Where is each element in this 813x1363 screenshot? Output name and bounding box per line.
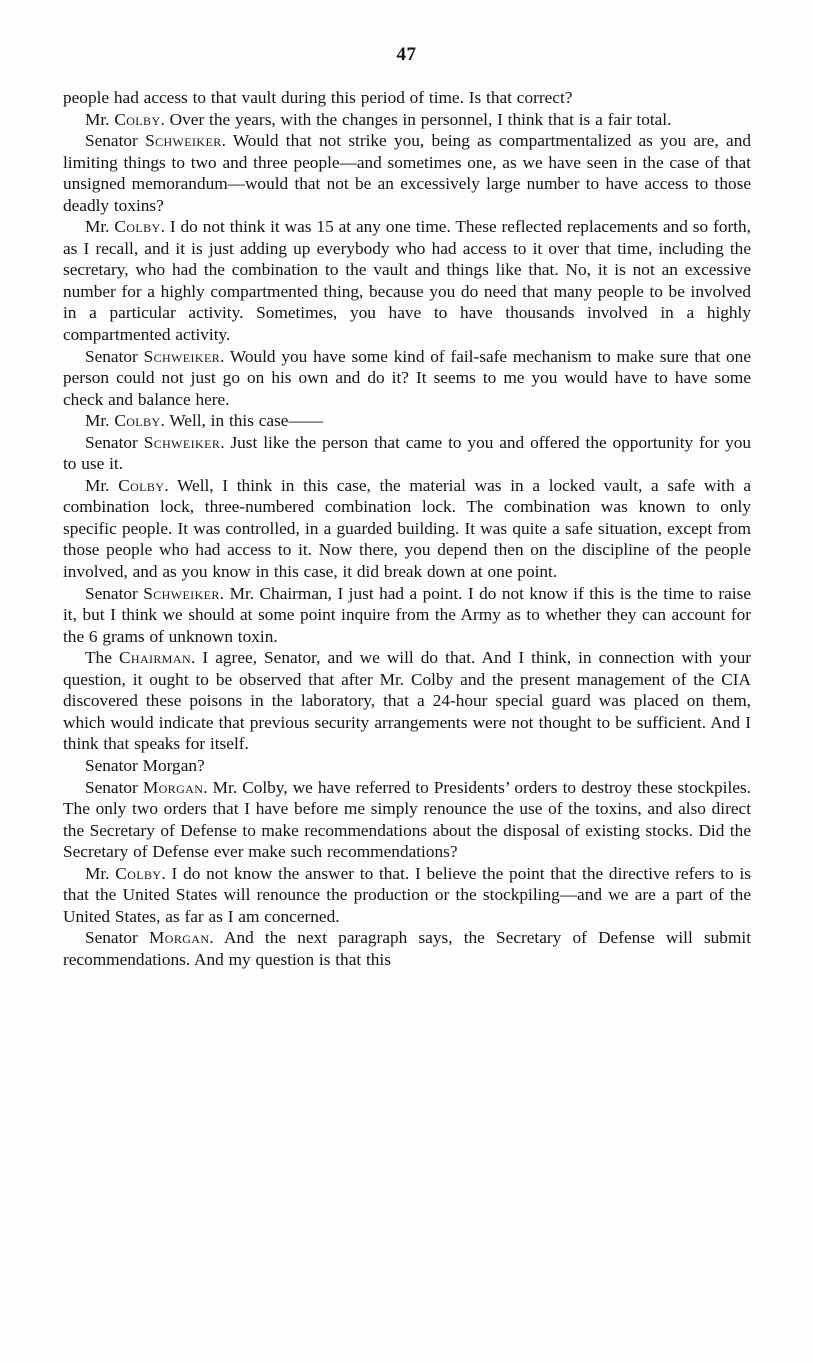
paragraph-text: . I do not think it was 15 at any one time. These reflected replacements and so forth, as I recall, and it is just adding up everybody who had access to it over that time, including the secretary, who had the combination to the vault and things like that. No, it is not an excessive number for a highly compartmented thing, because you do need that many people to be involved in a particular activity. Sometimes, you have to have thousands involved in a highly compartmented activity.: [63, 217, 751, 345]
speaker-prefix: Senator: [85, 928, 149, 948]
paragraph-text: . Mr. Chairman, I just had a point. I do not know if this is the time to raise it, but I think we should at some point inquire from the Army as to whether they can account for the 6 grams of unknown toxin.: [63, 583, 751, 646]
speaker-name: Morgan: [142, 777, 204, 797]
speaker-name: Colby: [115, 863, 162, 883]
paragraph-text: Senator Morgan?: [85, 755, 205, 775]
speaker-prefix: Mr.: [85, 109, 115, 129]
paragraph-text: . I do not know the answer to that. I believe the point that the directive refers to is that the United States will renounce the production or the stockpiling—and we are a part of the United States, as far as I am concerned.: [63, 863, 751, 926]
speaker-prefix: Mr.: [85, 475, 119, 495]
paragraph-text: . Over the years, with the changes in personnel, I think that is a fair total.: [160, 109, 672, 129]
speaker-prefix: Senator: [85, 583, 144, 603]
speaker-name: Colby: [114, 217, 161, 237]
paragraph: [63, 863, 751, 928]
speaker-name: Colby: [114, 411, 161, 431]
paragraph-text: . Well, in this case——: [160, 411, 324, 431]
paragraph: [63, 130, 751, 216]
paragraph: [63, 346, 751, 411]
paragraph: [63, 583, 751, 648]
speaker-prefix: Mr.: [85, 863, 116, 883]
paragraph: [63, 410, 751, 432]
page-number: 47: [396, 44, 417, 65]
paragraph-text: . And the next paragraph says, the Secretary of Defense will submit recommendations. And my question is that this: [63, 928, 751, 969]
speaker-prefix: Senator: [85, 131, 146, 151]
paragraph: [63, 927, 751, 970]
paragraph: [63, 87, 751, 109]
speaker-prefix: Senator: [85, 346, 144, 366]
speaker-prefix: Mr.: [85, 217, 115, 237]
paragraph: [63, 109, 751, 131]
paragraph-text: . Well, I think in this case, the material was in a locked vault, a safe with a combination lock, three-numbered combination lock. The combination was known to only specific people. It was controlled, in a guarded building. It was quite a safe situation, except from those people who had access to it. Now there, you depend then on the discipline of the people involved, and as you know in this case, it did break down at one point.: [63, 475, 751, 582]
paragraph-text: . Would you have some kind of fail-safe mechanism to make sure that one person could not just go on his own and do it? It seems to me you would have to have some check and balance here.: [63, 346, 751, 409]
paragraph-text: people had access to that vault during this period of time. Is that correct?: [63, 88, 573, 107]
speaker-prefix: Mr.: [85, 411, 115, 431]
speaker-name: Chairman: [118, 648, 192, 668]
transcript-body: [63, 87, 751, 970]
paragraph: [63, 777, 751, 863]
paragraph-text: . Just like the person that came to you and offered the opportunity for you to use it.: [63, 432, 752, 474]
speaker-name: Colby: [114, 109, 161, 129]
speaker-prefix: The: [85, 648, 119, 668]
paragraph: [63, 432, 751, 475]
paragraph: [63, 475, 751, 583]
speaker-name: Schweiker: [145, 131, 222, 151]
paragraph: [63, 216, 751, 345]
speaker-name: Schweiker: [143, 346, 221, 366]
speaker-prefix: Senator: [85, 432, 144, 452]
paragraph-text: . Would that not strike you, being as compartmentalized as you are, and limiting things to two and three people—and sometimes one, as we have seen in the case of that unsigned memorandum—would that not be an excessively large number to have access to those deadly toxins?: [63, 131, 751, 215]
paragraph-text: . I agree, Senator, and we will do that. And I think, in connection with your question, it ought to be observed that after Mr. Colby and the present management of the CIA discovered these poisons in the laboratory, that a 24-hour special guard was placed on them, which would indicate that previous security arrangements were not thought to be sufficient. And I think that speaks for itself.: [63, 648, 752, 754]
speaker-name: Colby: [118, 475, 165, 495]
speaker-name: Schweiker: [143, 583, 220, 603]
speaker-name: Morgan: [148, 928, 210, 948]
paragraph: [63, 755, 751, 777]
speaker-name: Schweiker: [143, 432, 221, 452]
paragraph-text: . Mr. Colby, we have referred to Presidents’ orders to destroy these stockpiles. The only two orders that I have before me simply renounce the use of the toxins, and also direct the Secretary of Defense to make recommendations about the disposal of existing stocks. Did the Secretary of Defense ever make such recommendations?: [63, 777, 751, 862]
paragraph: [63, 647, 751, 755]
speaker-prefix: Senator: [85, 777, 143, 797]
